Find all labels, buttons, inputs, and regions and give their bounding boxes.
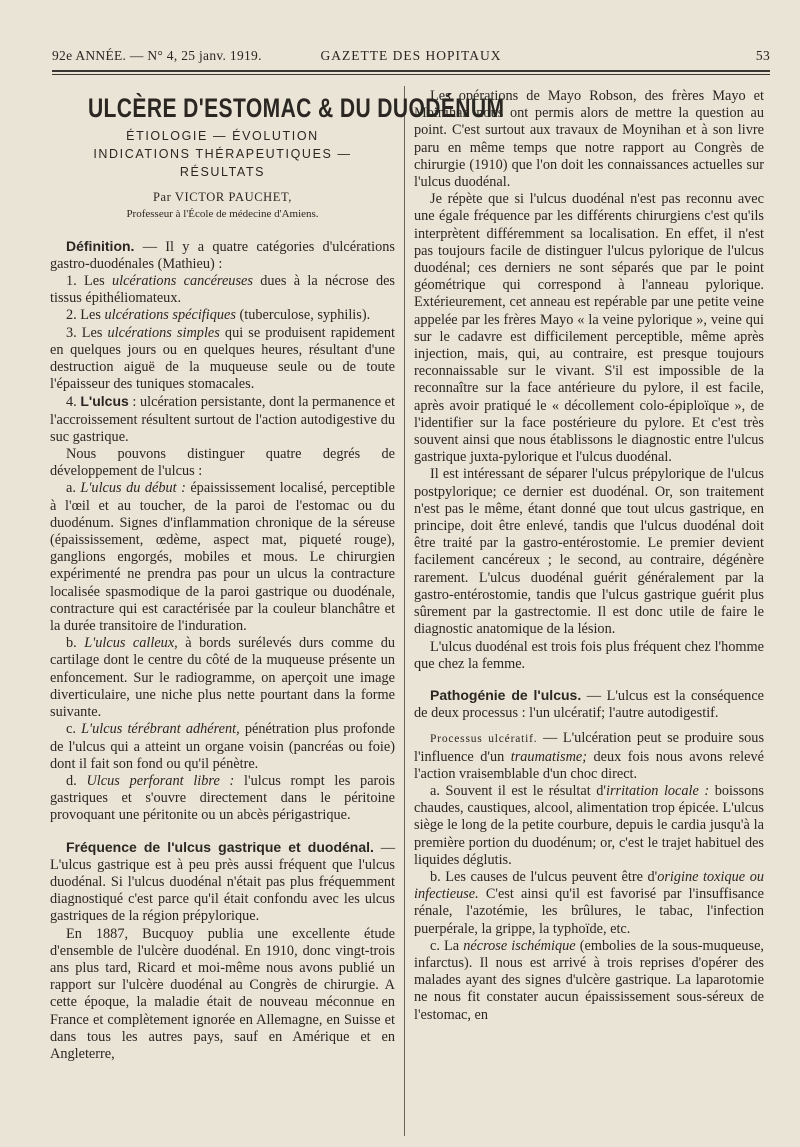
list-item: 4. L'ulcus : ulcération persistante, dont la permanence et l'accroissement résultent surtout de l'action autodigestive du suc gastrique. <box>50 393 396 445</box>
list-item: 1. Les ulcérations cancéreuses dues à la nécrose des tissus épithéliomateux. <box>50 273 395 307</box>
paragraph: Il est intéressant de séparer l'ulcus prépylorique de l'ulcus postpylorique; ce dernier est duodénal. Or, son traitement n'est pas le même, étant donné que tout ulcus gastrique, en principe, doit être enlevé, tandis que l'ulcus duodénal doit être traité par la gastro-entérostomie. Le premier devient facilement cancéreux ; le second, au contraire, dégénère rarement. L'ulcus duodénal guérit généralement par la gastro-entérostomie, tandis que l'ulcus gastrique guérit plus sûrement par la gastrectomie. Il est donc utile de faire le diagnostic anatomique de la lésion. <box>414 466 764 638</box>
list-item: a. L'ulcus du début : épaississement localisé, perceptible à l'œil et au toucher, de la paroi de l'estomac ou du duodénum. Signes d'inflammation chronique de la séreuse (épaississement, œdème, aspect mat, piqueté rouge), ganglions engorgés, mobiles et mous. Le chirurgien expérimenté ne prendra pas pour un ulcus la contracture localisée spasmodique de la paroi gastrique ou duodénale, contracture qui est caractérisée par la couleur blanchâtre et la durée transitoire de l'induration. <box>50 480 395 635</box>
article-title: ULCÈRE D'ESTOMAC & DU DUODÉNUM <box>87 93 505 123</box>
section-heading: Fréquence de l'ulcus gastrique et duodénal. <box>66 838 374 855</box>
list-item: c. La nécrose ischémique (embolies de la sous-muqueuse, infarctus). Il nous est arrivé à trois reprises d'opérer des malades ayant des signes d'ulcère gastrique. La laparotomie ne nous fit constater aucun épaississement sous-séreux de l'estomac, en <box>414 937 764 1023</box>
header-rule-thin <box>52 74 770 75</box>
article-author: Par VICTOR PAUCHET, <box>152 190 293 205</box>
pathogenie-paragraph: Pathogénie de l'ulcus. — L'ulcus est la conséquence de deux processus : l'un ulcératif; l'autre autodigestif. <box>414 686 765 722</box>
processus-paragraph: Processus ulcératif. — L'ulcération peut se produire sous l'influence d'un traumatisme; deux fois nous avons relevé l'action vraisemblable d'un choc direct. <box>414 730 765 782</box>
paragraph: En 1887, Bucquoy publia une excellente étude d'ensemble de l'ulcère duodénal. En 1910, donc vingt-trois ans plus tard, Ricard et moi-même nous avons publié un rapport sur l'ulcère duodénal au Congrès de chirurgie. A cette époque, la maladie était de nouveau méconnue en France et complètement ignorée en Allemagne, en Suisse et dans tous les autres pays, sauf en Amérique et en Angleterre, <box>50 925 395 1062</box>
paragraph: Nous pouvons distinguer quatre degrés de développement de l'ulcus : <box>50 446 395 480</box>
section-gap <box>414 722 764 730</box>
journal-title: GAZETTE DES HOPITAUX <box>320 48 502 63</box>
paragraph: L'ulcus duodénal est trois fois plus fréquent chez l'homme que chez la femme. <box>414 638 764 672</box>
list-item: b. Les causes de l'ulcus peuvent être d'origine toxique ou infectieuse. C'est ainsi qu'il est favorisé par l'insuffisance rénale, l'azotémie, les brûlures, le tabac, l'infection puerpérale, la grippe, la typhoïde, etc. <box>414 868 764 937</box>
right-column <box>414 88 764 1024</box>
section-heading: Pathogénie de l'ulcus. <box>430 686 582 703</box>
article-subtitle-2: INDICATIONS THÉRAPEUTIQUES — RÉSULTATS <box>93 147 352 180</box>
paragraph: Je répète que si l'ulcus duodénal n'est pas reconnu avec une égale fréquence par les différents chirurgiens c'est qu'ils interprètent différemment sa localisation. En effet, il n'est pas toujours facile de distinguer l'ulcus pylorique de l'ulcus duodénal; ces derniers ne sont séparés que par le point géométrique qui correspond à l'anneau pylorique. Extérieurement, cet anneau est repérable par une petite veine appelée par les frères Mayo « la veine pylorique », veine qui sur le cadavre est difficilement perceptible, même après injection, mais, qui, au contraire, est presque toujours reconnaissable sur le vivant. S'il est impossible de la reconnaître sur la face antérieure du pylore, il est facile, après avoir pratiqué le « décollement colo-épiploïque », de l'identifier sur la face postérieure du pylore. Et c'est très souvent ainsi que nous établissons le diagnostic entre l'ulcus gastrique juxta-pylorique et l'ulcus duodénal. <box>414 191 764 466</box>
section-gap <box>50 825 395 839</box>
paragraph: Les opérations de Mayo Robson, des frères Mayo et Moinihan nous ont permis alors de mettre la question au point. C'est surtout aux travaux de Moynihan et à son livre paru en même temps que notre rapport au Congrès de chirurgie (1910) que l'on doit les connaissances actuelles sur l'ulcus duodénal. <box>414 88 764 191</box>
list-item: 2. Les ulcérations spécifiques (tuberculose, syphilis). <box>66 307 371 324</box>
list-item: b. L'ulcus calleux, à bords surélevés durs comme du cartilage dont le centre du côté de la muqueuse présente un enfoncement. Sur le radiogramme, on aperçoit une image diverticulaire, une niche plus nette pourtant dans la forme suivante. <box>50 635 395 721</box>
definition-paragraph: Définition. — Il y a quatre catégories d'ulcérations gastro-duodénales (Mathieu) : <box>50 237 395 272</box>
section-heading: Définition. <box>66 237 135 254</box>
list-item: 3. Les ulcérations simples qui se produisent rapidement en quelques jours ou en quelques heures, résultant d'une destruction aiguë de la muqueuse seule ou de toute l'épaisseur des tuniques stomacales. <box>50 324 396 393</box>
frequency-paragraph: Fréquence de l'ulcus gastrique et duodénal. — L'ulcus gastrique est à peu près aussi fréquent que l'ulcus duodénal. Si l'ulcus duodénal n'était pas plus fréquemment diagnostiqué c'est parce qu'il était confondu avec les ulcus gastriques de la région prépylorique. <box>50 838 395 925</box>
subsection-heading: Processus ulcératif. <box>430 733 538 746</box>
column-divider <box>404 86 405 1136</box>
header-rule-thick <box>52 70 770 72</box>
page-number: 53 <box>755 48 770 63</box>
author-affiliation: Professeur à l'École de médecine d'Amiens. <box>126 208 319 221</box>
article-subtitle-1: ÉTIOLOGIE — ÉVOLUTION <box>126 129 319 144</box>
list-item: c. L'ulcus térébrant adhérent, pénétration plus profonde de l'ulcus qui a atteint un organe voisin (pancréas ou foie) dont il fait son fond ou qu'il pénètre. <box>50 721 395 772</box>
list-item: d. Ulcus perforant libre : l'ulcus rompt les parois gastriques et s'ouvre directement dans le péritoine provoquant une péritonite ou un abcès périgastrique. <box>50 772 395 824</box>
running-header <box>52 44 770 68</box>
section-gap <box>414 673 764 687</box>
issue-info: 92e ANNÉE. — N° 4, 25 janv. 1919. <box>52 48 262 63</box>
list-item: a. Souvent il est le résultat d'irritation locale : boissons chaudes, caustiques, alcool, alimentation trop épicée. L'ulcus siège le long de la petite courbure, depuis le cardia jusqu'à la première portion du duodénum; or, c'est le trajet habituel des liquides déglutis. <box>414 782 764 868</box>
